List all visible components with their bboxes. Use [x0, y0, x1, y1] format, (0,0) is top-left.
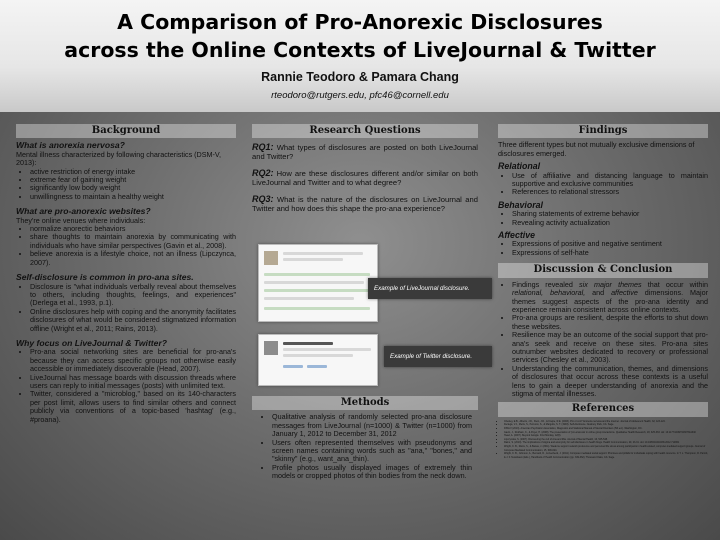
text-line — [264, 273, 370, 276]
list-item: • Online disclosures help with coping and the anonymity facilitates disclosures of what would be considered stigmatized information offline (Wright et al., 2011; Rains, 2013). — [30, 308, 236, 333]
list-item: • Expressions of self-hate — [512, 249, 708, 257]
text-line — [264, 307, 370, 310]
twitter-screenshot — [258, 334, 378, 386]
list-item: • LiveJournal has message boards with discussion threads where users can reply to initial messages (posts) with unlimited text. — [30, 374, 236, 391]
list-item: • Qualitative analysis of randomly selected pro-ana disclosure messages from LiveJournal (n=1000) & Twitter (n=1000) from January 1, 2012 to December 31, 2012 — [272, 413, 472, 438]
list-item: • Users often represented themselves with pseudonyms and screen names containing words such as "ana," "bones," and "skinny" (e.g., want_ana_thin). — [272, 439, 472, 464]
rq1-label: RQ1: — [252, 142, 274, 153]
list-item: • extreme fear of gaining weight — [30, 176, 236, 184]
findings-title: Findings — [498, 124, 708, 138]
reference-item: • Gavin, J., Rodham, K., & Poyer, H. (2008). The presentation of 'pro-anorexia' in online group interactions. Qualitative Health Research, 18, 325-333. doi: 10.1177/1049732307311640 — [504, 431, 708, 435]
list-item: • Sharing statements of extreme behavior — [512, 210, 708, 218]
text-line — [283, 348, 371, 351]
title-line-1: A Comparison of Pro-Anorexic Disclosures — [117, 10, 603, 34]
rq1 — [252, 143, 478, 161]
list-item: • active restriction of energy intake — [30, 168, 236, 176]
references-list — [498, 420, 708, 460]
list-item: • Twitter, considered a "microblog," based on its 140-characters per post limit, allows users to find similar others and connect publicly via conventions of a topic-based 'hashtag' (e.g., #proana). — [30, 390, 236, 424]
references-title: References — [498, 402, 708, 416]
rq1-text: What types of disclosures are posted on both LiveJournal and Twitter? — [252, 143, 478, 162]
text-line — [264, 289, 370, 292]
methods-list — [252, 413, 478, 480]
background-title: Background — [16, 124, 236, 138]
list-item: • Disclosure is "what individuals verbally reveal about themselves to others, including thoughts, feelings, and experiences" (Derlega et al., 1993, p.1). — [30, 283, 236, 308]
poster-title — [0, 8, 720, 64]
list-item: • Resilience may be an outcome of the social support that pro-ana's seek and receive on these sites. Pro-ana sites outnumber websites dedicated to recovery or professional services (Chesley et al., 2003). — [512, 331, 708, 365]
relational-list — [498, 172, 708, 197]
reference-item: • Wright, K. B., Johnson, A., Bernard, D., & Averbeck, J. (2011). Computer-mediated social support: Promises and pitfalls for individuals coping with health concerns. In T. L. Thompson, R. Parrott, & J. F. Nussbaum (Eds.), Handbook of Health Communication (pp. 349-362). Thousand Oaks, CA: Sage. — [504, 452, 708, 459]
rq2-label: RQ2: — [252, 168, 274, 179]
list-item: • Understanding the communication, themes, and dimensions of disclosures that occur across these contexts is a useful lens to gain a deeper understanding of anorexia and the stigma of mental illnesses. — [512, 365, 708, 399]
reference-item: • Chesley, E.B., Alberts, J.D., Klein, J.D., & Kreipe, R.E. (2003). Pro or con? Anorexia nervosa and the internet. Journal of Adolescent Health, 32, 123-124. — [504, 420, 708, 424]
findings-intro: Three different types but not mutually exclusive dimensions of disclosures emerged. — [498, 140, 695, 158]
list-item: • normalize anorectic behaviors — [30, 225, 236, 233]
list-item: • significantly low body weight — [30, 184, 236, 192]
list-item: • believe anorexia is a lifestyle choice, not an illness (Lipczynca, 2007). — [30, 250, 236, 267]
reference-item: • Head, A. (2007). Beyond Google. First Monday, 12(8). — [504, 434, 708, 438]
behavioral-title: Behavioral — [498, 199, 543, 210]
list-item: • References to relational stressors — [512, 188, 708, 196]
text-line — [283, 258, 343, 261]
focus-list — [16, 348, 236, 424]
q-self-disclosure: Self-disclosure is common in pro-ana sites. — [16, 272, 194, 283]
q-proana-sites: What are pro-anorexic websites? — [16, 206, 151, 217]
livejournal-screenshot — [258, 244, 378, 322]
list-item: • Pro-ana social networking sites are beneficial for pro-ana's because they can access specific groups not otherwise easily accessible or immediately discoverable (Head, 2007). — [30, 348, 236, 373]
list-item: • Findings revealed six major themes that occur within relational, behavioral, and affective dimensions. Major themes suggest aspects of the pro-ana identity and experience remain consistent across online contexts. — [512, 281, 708, 315]
research-section — [252, 124, 478, 221]
affective-title: Affective — [498, 230, 535, 241]
list-item: • Use of affiliative and distancing language to maintain supportive and exclusive communities — [512, 172, 708, 189]
methods-title: Methods — [252, 396, 478, 410]
behavioral-list — [498, 210, 708, 227]
rq3-label: RQ3: — [252, 194, 274, 205]
list-item: • Expressions of positive and negative sentiment — [512, 240, 708, 248]
list-item: • Profile photos usually displayed images of extremely thin models or cropped photos of thin bodies from the neck down. — [272, 464, 472, 481]
methods-section — [252, 396, 478, 481]
text-line — [283, 252, 363, 255]
text-line — [307, 365, 327, 368]
q-anorexia-text: Mental illness characterized by following characteristics (DSM-V, 2013): — [16, 149, 222, 168]
list-item: • Revealing activity actualization — [512, 219, 708, 227]
proana-list — [16, 225, 236, 267]
background-section — [16, 124, 236, 424]
reference-item: • Rains, S. (2013). The implications of stigma and anonymity for self-disclosure in health blogs. Health Communication, 29, 23-31. doi: 10.1080/10410236.2012.714861 — [504, 441, 708, 445]
text-line — [283, 342, 333, 345]
author-emails: rteodoro@rutgers.edu, pfc46@cornell.edu — [271, 90, 449, 101]
text-line — [264, 281, 364, 284]
affective-list — [498, 240, 708, 257]
disclosure-list — [16, 283, 236, 333]
rq3-text: What is the nature of the disclosures on LiveJournal and Twitter and how does this shape the pro-ana experience? — [252, 195, 478, 214]
avatar — [264, 251, 278, 265]
q-proana-text: They're online venues where individuals: — [16, 215, 146, 225]
anorexia-list — [16, 168, 236, 202]
discussion-list — [498, 281, 708, 399]
title-line-2: across the Online Contexts of LiveJournal & Twitter — [64, 38, 656, 62]
rq3 — [252, 195, 478, 213]
reference-item: • Lipczynska, S. (2007). Discovering the cult of Ana and Mia. Journal of Mental Health, 16, 545-548. — [504, 438, 708, 442]
reference-item: • DSM-V (2013). American Psychiatric Association, Diagnostic and Statistical Manual of Mental Disorders (5th ed.). Washington, DC. — [504, 427, 708, 431]
findings-section — [498, 124, 708, 459]
reference-item: • Wright, K. B., Rains, S., & Banas, J. (2011). Weak tie support network preference and perceived life stress among participants in health-related, computer-mediated support groups. Journal of Computer-Mediated Communication, 15, 606-624. — [504, 445, 708, 452]
rq2-text: How are these disclosures different and/or similar on both LiveJournal and Twitter and to what degree? — [252, 169, 478, 188]
q-anorexia: What is anorexia nervosa? — [16, 140, 125, 151]
authors: Rannie Teodoro & Pamara Chang — [261, 70, 459, 84]
avatar — [264, 341, 278, 355]
text-line — [283, 365, 303, 368]
list-item: • Pro-ana groups are resilient, despite the efforts to shut down these websites. — [512, 314, 708, 331]
discussion-title: Discussion & Conclusion — [498, 263, 708, 277]
list-item: • share thoughts to maintain anorexia by communicating with individuals who have similar perspectives (Gavin et al., 2008). — [30, 233, 236, 250]
livejournal-caption: Example of LiveJournal disclosure. — [368, 278, 492, 299]
list-item: • unwillingness to maintain a healthy weight — [30, 193, 236, 201]
reference-item: • Derlega, V.J., Metts, S., Petronio, S., & Margulis, S. T. (1993). Self-disclosure. Newbury Park, CA: Sage. — [504, 423, 708, 427]
research-title: Research Questions — [252, 124, 478, 138]
q-why-focus: Why focus on LiveJournal & Twitter? — [16, 337, 168, 348]
relational-title: Relational — [498, 161, 541, 172]
poster-header — [0, 0, 720, 112]
text-line — [264, 297, 354, 300]
rq2 — [252, 169, 478, 187]
twitter-caption: Example of Twitter disclosure. — [384, 346, 492, 367]
text-line — [283, 354, 353, 357]
